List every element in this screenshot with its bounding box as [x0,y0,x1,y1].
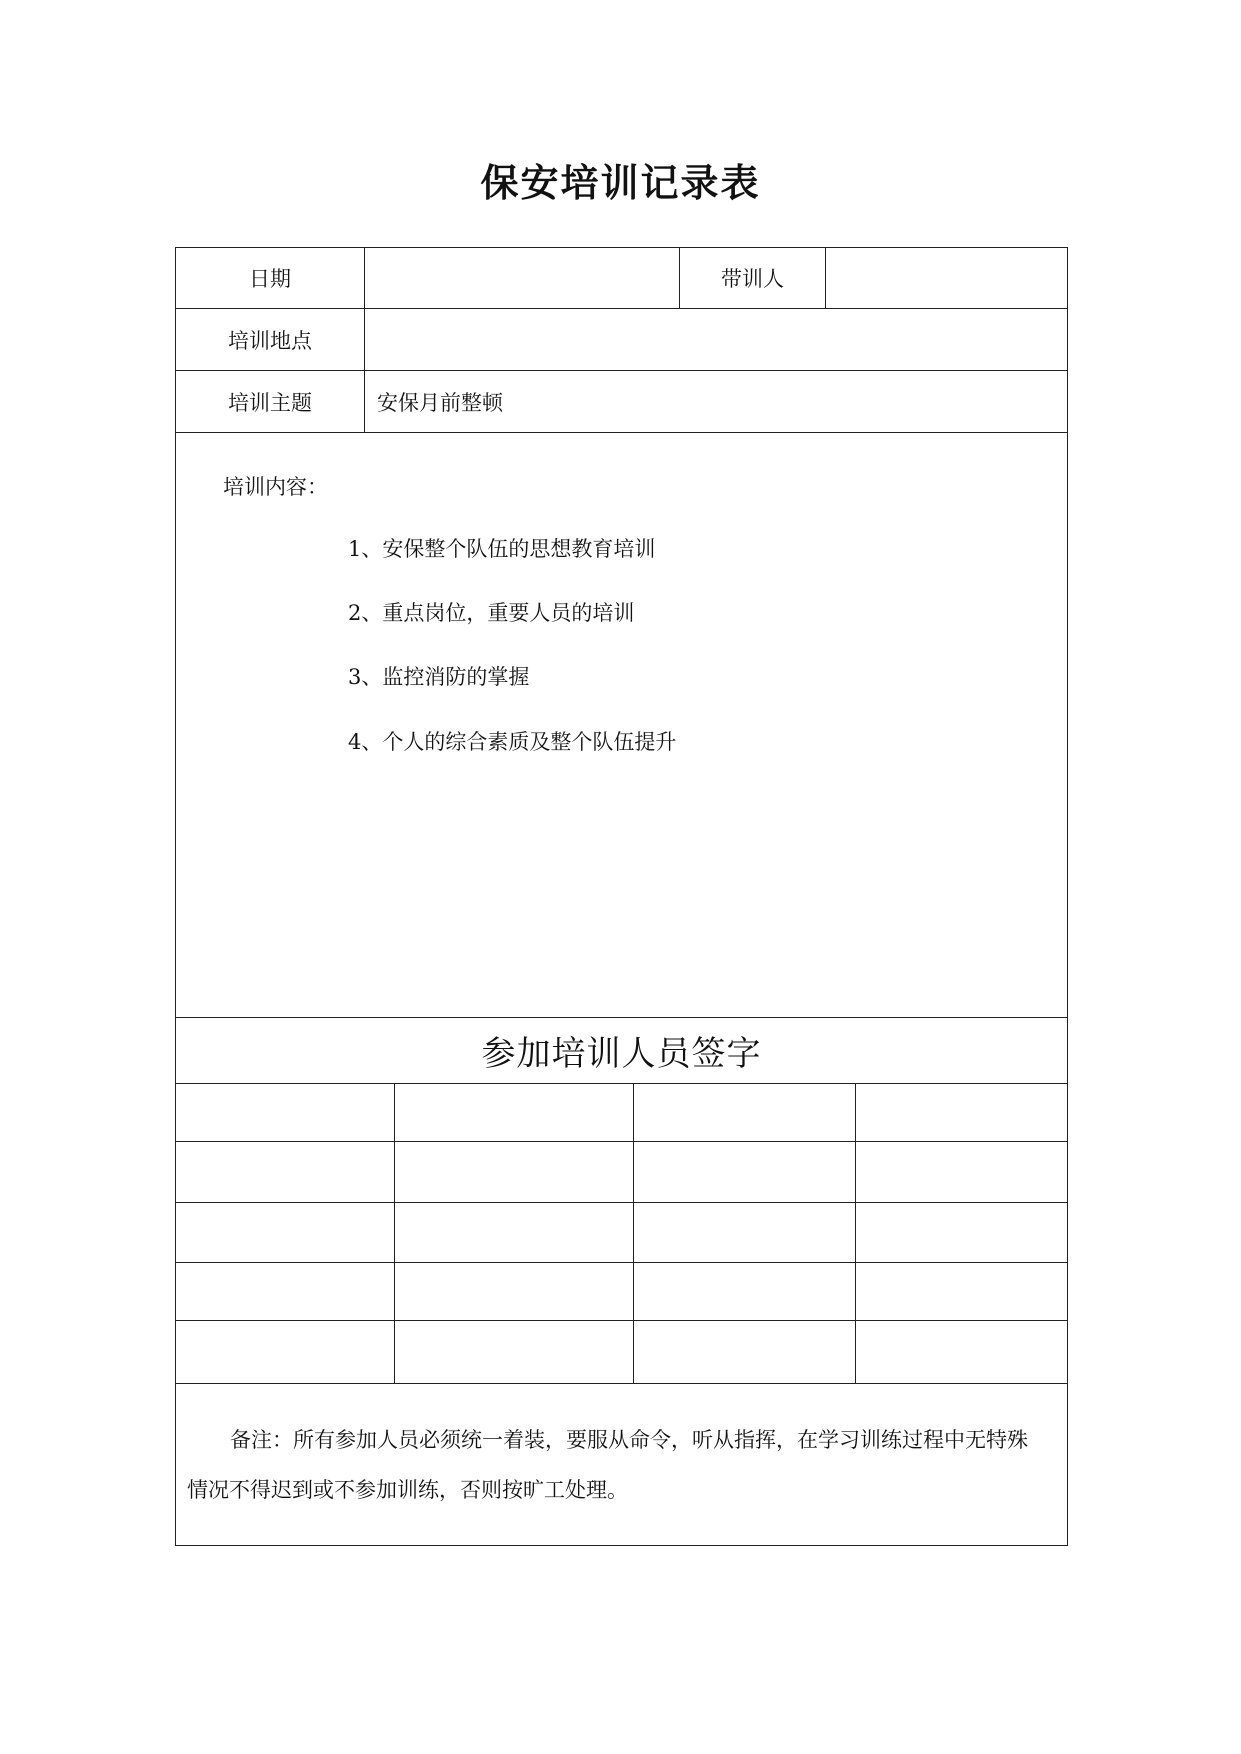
content-item-2: 2、重点岗位，重要人员的培训 [348,601,635,625]
signature-cell[interactable] [633,1083,856,1142]
signature-cell[interactable] [175,1320,395,1384]
date-field[interactable] [364,247,680,309]
topic-value: 安保月前整顿 [377,390,503,415]
trainer-label [679,247,826,309]
signature-cell[interactable] [855,1320,1068,1384]
topic-label [175,370,365,433]
signature-cell[interactable] [633,1141,856,1203]
content-item-1: 1、安保整个队伍的思想教育培训 [348,537,656,561]
page-title: 保安培训记录表 [480,160,761,205]
signature-cell[interactable] [855,1083,1068,1142]
signature-cell[interactable] [175,1202,395,1263]
signature-cell[interactable] [633,1262,856,1321]
location-label [175,308,365,371]
trainer-field[interactable] [825,247,1068,309]
signature-cell[interactable] [175,1083,395,1142]
signature-cell[interactable] [175,1262,395,1321]
content-item-3: 3、监控消防的掌握 [348,665,530,689]
content-area [175,432,1068,1018]
date-label [175,247,365,309]
note-area [175,1383,1068,1546]
note-line-1: 备注：所有参加人员必须统一着装，要服从命令，听从指挥，在学习训练过程中无特殊 [230,1428,1028,1452]
signature-cell[interactable] [394,1202,634,1263]
date-label-text: 日期 [249,267,291,291]
topic-label-text: 培训主题 [228,390,312,415]
trainer-label-text: 带训人 [721,267,784,291]
location-label-text: 培训地点 [228,328,312,353]
content-item-4: 4、个人的综合素质及整个队伍提升 [348,730,677,754]
signature-cell[interactable] [633,1320,856,1384]
topic-field[interactable] [364,370,1068,433]
signature-cell[interactable] [394,1320,634,1384]
signature-cell[interactable] [855,1202,1068,1263]
signature-cell[interactable] [394,1262,634,1321]
signature-cell[interactable] [633,1202,856,1263]
signature-cell[interactable] [855,1262,1068,1321]
note-line-2: 情况不得迟到或不参加训练，否则按旷工处理。 [187,1478,628,1502]
location-field[interactable] [364,308,1068,371]
content-label: 培训内容： [223,475,328,499]
signature-header [175,1017,1068,1084]
signature-cell[interactable] [394,1083,634,1142]
signature-header-text: 参加培训人员签字 [481,1034,762,1074]
signature-cell[interactable] [855,1141,1068,1203]
signature-cell[interactable] [394,1141,634,1203]
signature-cell[interactable] [175,1141,395,1203]
